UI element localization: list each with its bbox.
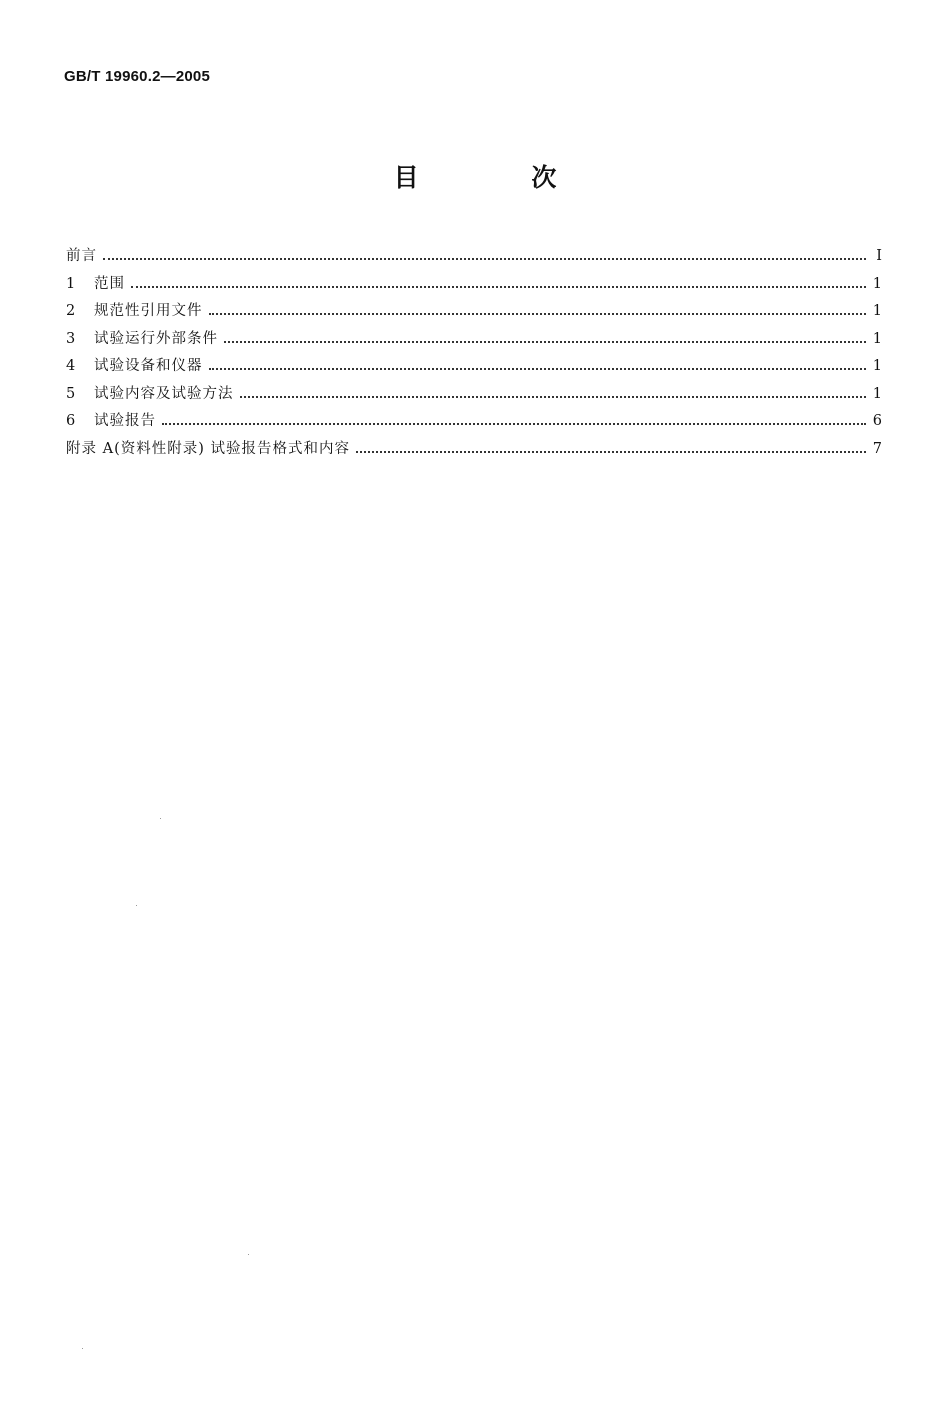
toc-entry-number: 4 [66,358,76,374]
table-of-contents [66,244,882,464]
toc-leader-dots [209,368,867,370]
toc-entry-2[interactable] [66,299,882,327]
toc-leader-dots [103,258,866,260]
toc-entry-label: 试验内容及试验方法 [94,385,234,402]
toc-entry-3[interactable] [66,327,882,355]
toc-entry-label: 范围 [94,275,125,292]
toc-leader-dots [209,313,867,315]
toc-entry-number: 1 [66,275,76,292]
page-title: 目 次 [393,163,609,192]
toc-entry-page: 6 [872,413,882,429]
toc-entry-page: 1 [872,385,882,402]
toc-entry-label: 前言 [66,248,97,264]
toc-entry-label: 试验报告 [94,413,156,429]
toc-entry-page: 1 [872,358,882,374]
toc-entry-appendix-a[interactable] [66,437,882,465]
toc-entry-page: Ⅰ [876,248,882,264]
toc-entry-label: 试验设备和仪器 [94,358,203,374]
toc-leader-dots [131,286,866,288]
toc-entry-number: 6 [66,413,76,429]
toc-entry-6[interactable] [66,409,882,437]
scan-speck [82,1348,83,1349]
toc-entry-label: 规范性引用文件 [94,303,203,319]
scan-speck [136,905,137,906]
toc-entry-number: 3 [66,330,76,347]
toc-entry-label: 附录 A(资料性附录) 试验报告格式和内容 [66,440,351,457]
toc-entry-foreword[interactable] [66,244,882,272]
toc-leader-dots [224,341,866,343]
toc-leader-dots [240,396,867,398]
toc-entry-4[interactable] [66,354,882,382]
toc-entry-page: 1 [872,303,882,319]
toc-entry-number: 2 [66,303,76,319]
standard-code: GB/T 19960.2—2005 [64,68,210,85]
toc-entry-label: 试验运行外部条件 [94,330,218,347]
toc-leader-dots [356,451,866,453]
toc-entry-number: 5 [66,385,76,402]
scan-speck [248,1254,249,1255]
scan-speck [160,818,161,819]
toc-entry-1[interactable] [66,272,882,300]
toc-entry-page: 1 [872,330,882,347]
toc-entry-page: 1 [872,275,882,292]
toc-leader-dots [162,423,866,425]
toc-entry-page: 7 [872,440,882,457]
toc-entry-5[interactable] [66,382,882,410]
